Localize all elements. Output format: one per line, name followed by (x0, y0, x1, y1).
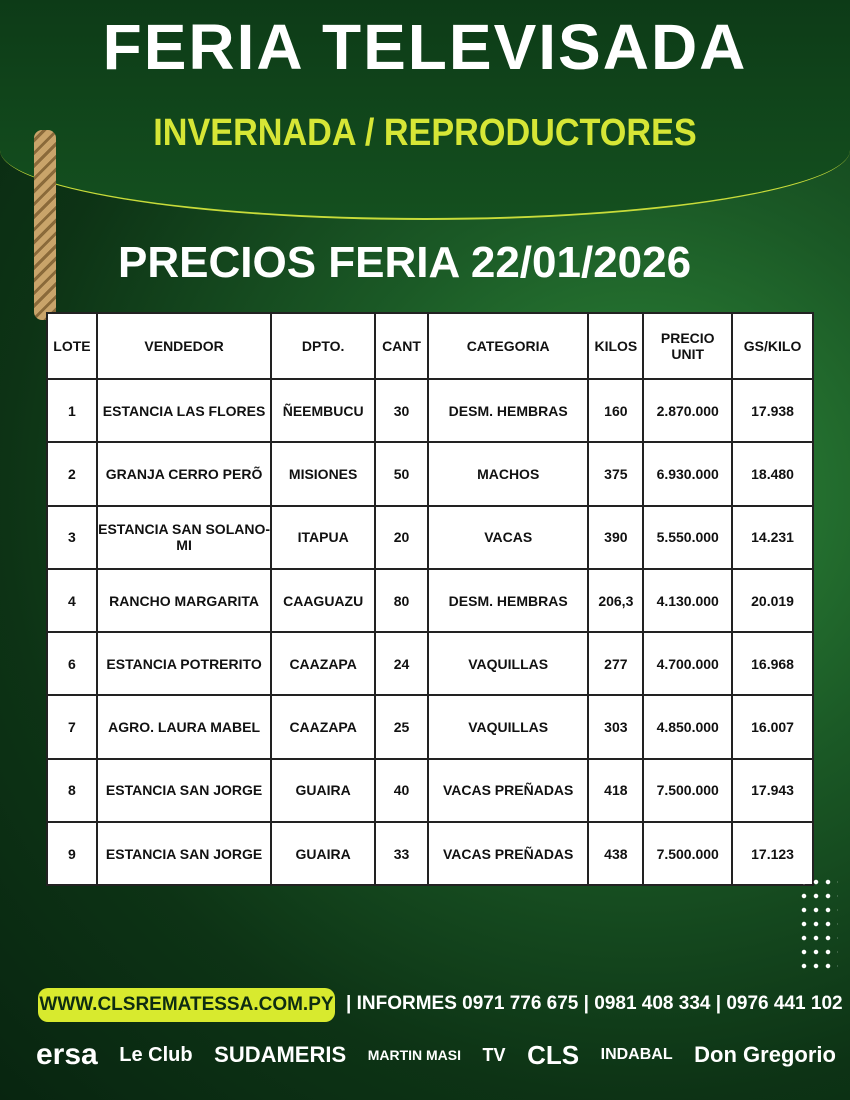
table-cell: GUAIRA (271, 759, 375, 822)
prices-title: PRECIOS FERIA 22/01/2026 (118, 238, 692, 287)
table-row (47, 379, 813, 442)
table-cell: 9 (47, 822, 97, 885)
column-header: LOTE (47, 313, 97, 379)
table-cell: 33 (375, 822, 428, 885)
table-cell: 50 (375, 442, 428, 505)
table-cell: 5.550.000 (643, 506, 732, 569)
prices-table (46, 312, 814, 886)
table-cell: DESM. HEMBRAS (428, 379, 588, 442)
table-cell: ESTANCIA LAS FLORES (97, 379, 271, 442)
website-link[interactable]: WWW.CLSREMATESSA.COM.PY (38, 988, 335, 1022)
table-cell: 30 (375, 379, 428, 442)
table-cell: ÑEEMBUCU (271, 379, 375, 442)
table-cell: 4 (47, 569, 97, 632)
table-cell: 7.500.000 (643, 822, 732, 885)
table-cell: 2.870.000 (643, 379, 732, 442)
table-cell: 303 (588, 695, 643, 758)
table-cell: 4.700.000 (643, 632, 732, 695)
table-cell: 20.019 (732, 569, 813, 632)
table-cell: 17.123 (732, 822, 813, 885)
table-cell: 390 (588, 506, 643, 569)
table-cell: ESTANCIA SAN SOLANO-MI (97, 506, 271, 569)
sponsor-logos (36, 1038, 836, 1072)
sponsor-logo: Don Gregorio (694, 1042, 836, 1067)
table-cell: 20 (375, 506, 428, 569)
table-cell: 16.968 (732, 632, 813, 695)
column-header: GS/KILO (732, 313, 813, 379)
table-cell: 6 (47, 632, 97, 695)
table-cell: ITAPUA (271, 506, 375, 569)
table-cell: 206,3 (588, 569, 643, 632)
rope-decoration (34, 130, 56, 320)
table-cell: AGRO. LAURA MABEL (97, 695, 271, 758)
table-cell: CAAGUAZU (271, 569, 375, 632)
table-cell: 6.930.000 (643, 442, 732, 505)
table-cell: 1 (47, 379, 97, 442)
table-cell: 40 (375, 759, 428, 822)
sponsor-logo: SUDAMERIS (214, 1042, 347, 1067)
table-cell: CAAZAPA (271, 695, 375, 758)
table-cell: ESTANCIA POTRERITO (97, 632, 271, 695)
table-cell: 7 (47, 695, 97, 758)
table-cell: 160 (588, 379, 643, 442)
sponsor-logo: INDABAL (600, 1046, 673, 1063)
sponsor-logo: ersa (36, 1038, 98, 1071)
column-header: CANT (375, 313, 428, 379)
table-cell: 14.231 (732, 506, 813, 569)
table-row (47, 632, 813, 695)
table-cell: 375 (588, 442, 643, 505)
table-row (47, 759, 813, 822)
table-cell: VACAS (428, 506, 588, 569)
table-cell: 17.943 (732, 759, 813, 822)
table-cell: VACAS PREÑADAS (428, 822, 588, 885)
table-cell: CAAZAPA (271, 632, 375, 695)
table-row (47, 695, 813, 758)
table-cell: 2 (47, 442, 97, 505)
table-cell: 418 (588, 759, 643, 822)
dots-decoration (798, 875, 838, 975)
table-cell: MISIONES (271, 442, 375, 505)
page-title: FERIA TELEVISADA (102, 11, 748, 83)
column-header: CATEGORIA (428, 313, 588, 379)
table-cell: 16.007 (732, 695, 813, 758)
sponsor-logo: CLS (527, 1039, 580, 1070)
table-row (47, 569, 813, 632)
table-row (47, 506, 813, 569)
sponsor-logo: TV (482, 1044, 506, 1065)
table-cell: VACAS PREÑADAS (428, 759, 588, 822)
table-cell: 3 (47, 506, 97, 569)
table-cell: 24 (375, 632, 428, 695)
column-header: VENDEDOR (97, 313, 271, 379)
table-cell: VAQUILLAS (428, 695, 588, 758)
table-cell: 4.130.000 (643, 569, 732, 632)
contact-info: | INFORMES 0971 776 675 | 0981 408 334 | 0976 441 102 (346, 993, 843, 1014)
column-header: DPTO. (271, 313, 375, 379)
table-header-row (47, 313, 813, 379)
table-cell: MACHOS (428, 442, 588, 505)
column-header: KILOS (588, 313, 643, 379)
table-row (47, 442, 813, 505)
table-cell: 17.938 (732, 379, 813, 442)
table-cell: 7.500.000 (643, 759, 732, 822)
table-cell: DESM. HEMBRAS (428, 569, 588, 632)
subtitle: INVERNADA / REPRODUCTORES (153, 112, 697, 154)
table-cell: VAQUILLAS (428, 632, 588, 695)
table-cell: ESTANCIA SAN JORGE (97, 822, 271, 885)
column-header: PRECIO UNIT (643, 313, 732, 379)
table-cell: GUAIRA (271, 822, 375, 885)
table-cell: 8 (47, 759, 97, 822)
table-cell: 438 (588, 822, 643, 885)
table-cell: ESTANCIA SAN JORGE (97, 759, 271, 822)
table-cell: 25 (375, 695, 428, 758)
table-cell: RANCHO MARGARITA (97, 569, 271, 632)
table-cell: 18.480 (732, 442, 813, 505)
table-row (47, 822, 813, 885)
table-cell: GRANJA CERRO PERÕ (97, 442, 271, 505)
table-cell: 277 (588, 632, 643, 695)
sponsor-logo: Le Club (119, 1043, 193, 1066)
table-cell: 4.850.000 (643, 695, 732, 758)
sponsor-logo: MARTIN MASI (367, 1047, 462, 1063)
table-cell: 80 (375, 569, 428, 632)
